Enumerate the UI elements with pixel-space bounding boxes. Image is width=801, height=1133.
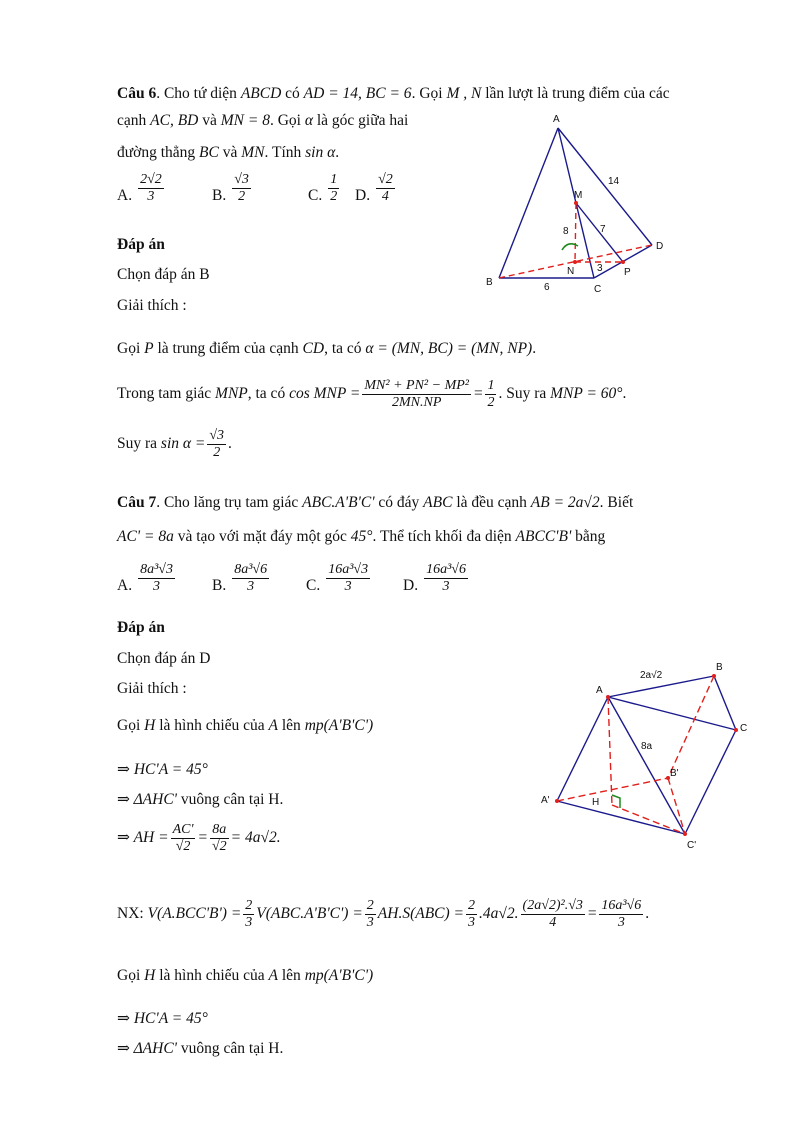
q6-option-a[interactable]: A. $\frac{2√2}{3}$ — [117, 172, 162, 204]
edge-a1b1-dashed — [557, 778, 668, 801]
q6-answer-choice: Chọn đáp án B — [117, 266, 210, 283]
q7-explain-heading: Giải thích : — [117, 680, 187, 697]
edge-ac — [608, 697, 736, 730]
q7-solution-line-3: ⇒ ΔAHC' vuông cân tại H. — [117, 791, 284, 808]
q7-repeat-line-1: Gọi H là hình chiếu của A lên mp(A'B'C') — [117, 967, 374, 984]
edge-a1c1 — [557, 801, 685, 834]
label-7: 7 — [600, 224, 606, 235]
q7-option-d[interactable]: D. $\frac{\text{16a³√6}}{3}$ — [403, 562, 466, 594]
segment-hc1-dashed — [612, 805, 685, 834]
label-m: M — [574, 190, 583, 201]
q6-option-c[interactable]: C. $\frac{1}{2}$ — [308, 172, 338, 204]
edge-cc1 — [685, 730, 736, 834]
label-p: P — [624, 267, 631, 278]
label-c: C — [594, 284, 602, 295]
q7-stem-line-1: Câu 7. Cho lăng trụ tam giác ABC.A'B'C' có đáy ABC là đều cạnh AB = 2a√2. Biết — [117, 494, 634, 511]
q6-stem-line-1: Câu 6. Cho tứ diện ABCD có AD = 14, BC = 6. Gọi M , N lần lượt là trung điểm của các — [117, 85, 670, 102]
label-b: B — [486, 277, 493, 288]
q7-solution-line-4: ⇒ AH = $\frac{AC'}{√2}$ = $\frac{8a}{√2}$ = 4a√2. — [117, 822, 281, 854]
edge-bb1-dashed — [668, 676, 714, 778]
q6-option-d[interactable]: D. $\frac{√2}{4}$ — [355, 172, 393, 204]
q6-explain-heading: Giải thích : — [117, 297, 187, 314]
label-3: 3 — [597, 263, 603, 274]
label-c1: C' — [687, 840, 697, 851]
segment-mn-dashed — [575, 203, 576, 262]
q6-cos-fraction: $\frac{\text{MN² + PN² − MP²}}{2MN.NP}$ — [364, 378, 469, 410]
label-a1: A' — [541, 795, 550, 806]
label-6: 6 — [544, 282, 550, 293]
q6-option-b[interactable]: B. $\frac{√3}{2}$ — [212, 172, 249, 204]
label-b1: B' — [670, 768, 679, 779]
q7-option-b[interactable]: B. $\frac{\text{8a³√6}}{3}$ — [212, 562, 268, 594]
q7-option-c[interactable]: C. $\frac{\text{16a³√3}}{3}$ — [306, 562, 369, 594]
segment-ah-dashed — [608, 697, 612, 805]
q6-solution-line-3: Suy ra sin α = $\frac{√3}{2}$ . — [117, 428, 232, 460]
q6-label: Câu 6 — [117, 85, 157, 102]
q7-solution-line-2: ⇒ HC'A = 45° — [117, 761, 208, 778]
q7-answer-heading: Đáp án — [117, 619, 165, 636]
q6-solution-line-2: Trong tam giác MNP, ta có cos MNP = $\frac{\text{MN² + PN² − MP²}}{2MN.NP}$ = $\frac{1}{2}$ . Suy ra MNP = 60°. — [117, 378, 627, 410]
q7-volume-line: NX: V(A.BCC'B') = $\frac{2}{3}$ V(ABC.A'B'C') = $\frac{2}{3}$ AH.S(ABC) = $\frac{2}{3}$ .4a√2. $\frac{\text{(2a√2)².√3}}{4}$ = $\frac{\text{16a³√6}}{3}$ . — [117, 898, 650, 930]
label-a: A — [596, 685, 603, 696]
edge-ab — [499, 128, 558, 278]
label-b: B — [716, 662, 723, 673]
label-c: C — [740, 723, 748, 734]
edge-bc — [714, 676, 736, 730]
q6-stem-line-2: cạnh AC, BD và MN = 8. Gọi α là góc giữa hai — [117, 112, 409, 129]
label-8: 8 — [563, 226, 569, 237]
q6-solution-line-1: Gọi P là trung điểm của cạnh CD, ta có α = (MN, BC) = (MN, NP). — [117, 340, 537, 357]
edge-b1c1-dashed — [668, 778, 685, 834]
q7-repeat-line-2: ⇒ HC'A = 45° — [117, 1010, 208, 1027]
q7-label: Câu 7 — [117, 494, 157, 511]
q6-tetrahedron-figure — [470, 110, 670, 300]
label-a: A — [553, 114, 560, 125]
q7-solution-line-1: Gọi H là hình chiếu của A lên mp(A'B'C') — [117, 717, 374, 734]
q7-stem-line-2: AC' = 8a và tạo với mặt đáy một góc 45°. Thể tích khối đa diện ABCC'B' bằng — [117, 528, 606, 545]
label-14: 14 — [608, 176, 620, 187]
q6-stem-line-3: đường thẳng BC và MN. Tính sin α. — [117, 144, 340, 161]
q7-answer-choice: Chọn đáp án D — [117, 650, 211, 667]
edge-ac1 — [608, 697, 685, 834]
q7-prism-figure — [530, 660, 750, 860]
label-d: D — [656, 241, 664, 252]
label-diag: 8a — [641, 741, 653, 752]
label-h: H — [592, 797, 600, 808]
label-side: 2a√2 — [640, 670, 663, 681]
q7-repeat-line-3: ⇒ ΔAHC' vuông cân tại H. — [117, 1040, 284, 1057]
q6-answer-heading: Đáp án — [117, 236, 165, 253]
label-n: N — [567, 266, 575, 277]
q7-option-a[interactable]: A. $\frac{\text{8a³√3}}{3}$ — [117, 562, 173, 594]
edge-aa1 — [557, 697, 608, 801]
